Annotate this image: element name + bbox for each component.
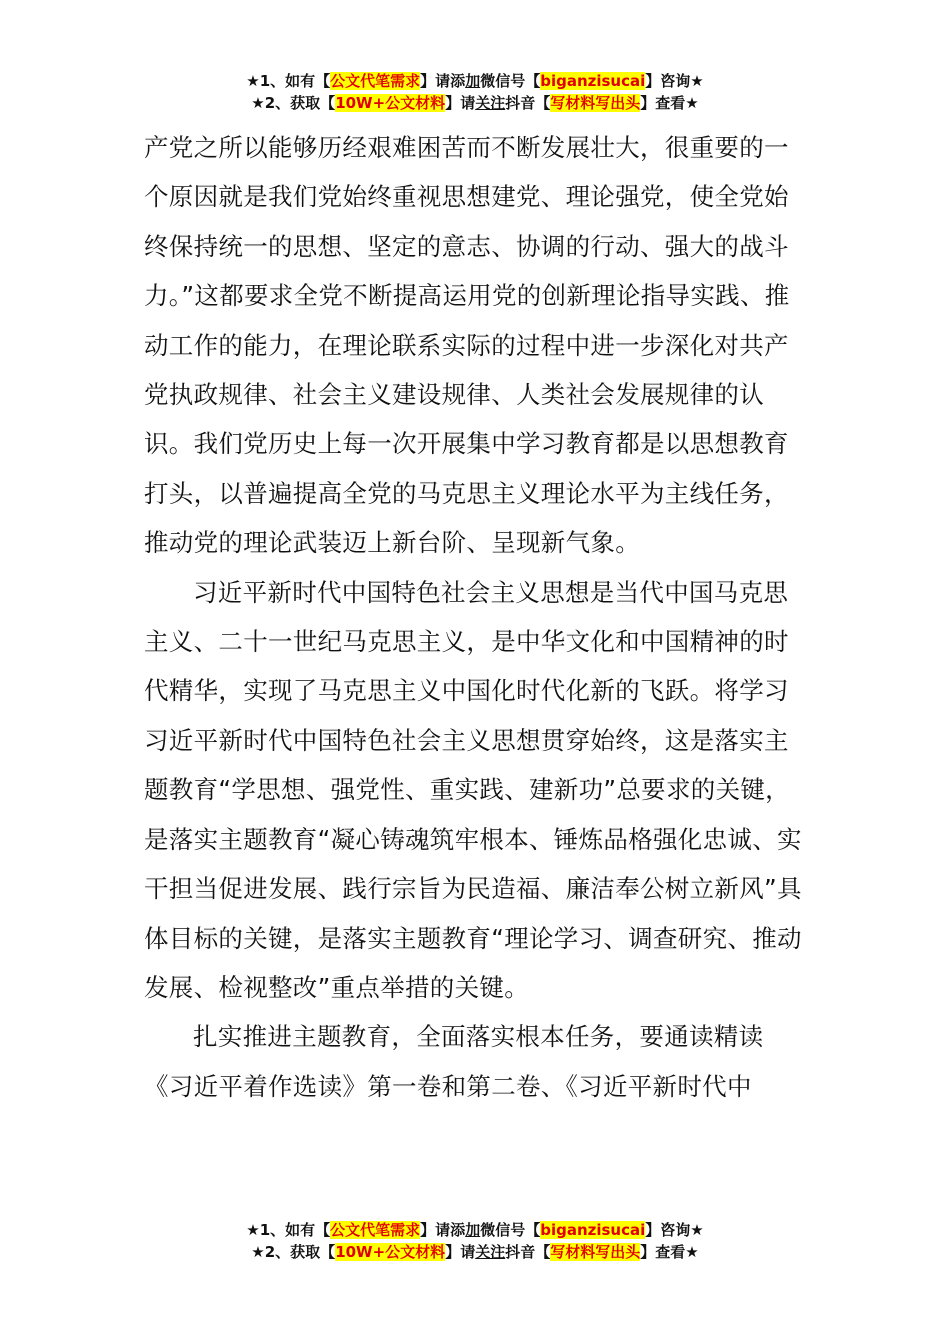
paragraph-3: 扎实推进主题教育，全面落实根本任务，要通读精读《习近平着作选读》第一卷和第二卷、《习近平新时代中 — [144, 1022, 764, 1101]
footer-banner — [0, 1219, 950, 1263]
paragraph-1: 产党之所以能够历经艰难困苦而不断发展壮大，很重要的一个原因就是我们党始终重视思想建党、理论强党，使全党始终保持统一的思想、坚定的意志、协调的行动、强大的战斗力。”这都要求全党不断提高运用党的创新理论指导实践、推动工作的能力，在理论联系实际的过程中进一步深化对共产党执政规律、社会主义建设规律、人类社会发展规律的认识。我们党历史上每一次开展集中学习教育都是以思想教育打头，以普遍提高全党的马克思主义理论水平为主线任务，推动党的理论武装迈上新台阶、呈现新气象。 — [144, 133, 790, 558]
document-body — [144, 123, 806, 1111]
highlight-materials: 10W+公文材料 — [335, 94, 446, 112]
highlight-service: 公文代笔需求 — [330, 1221, 421, 1239]
highlight-douyin-account: 写材料写出头 — [550, 94, 641, 112]
header-banner — [0, 70, 950, 114]
footer-line-2: ★2、获取【10W+公文材料】请关注抖音【写材料写出头】查看★ — [251, 1243, 699, 1261]
header-line-1: ★1、如有【公文代笔需求】请添加微信号【biganzisucai】咨询★ — [246, 72, 704, 90]
highlight-materials: 10W+公文材料 — [335, 1243, 446, 1261]
highlight-service: 公文代笔需求 — [330, 72, 421, 90]
paragraph-2: 习近平新时代中国特色社会主义思想是当代中国马克思主义、二十一世纪马克思主义，是中华文化和中国精神的时代精华，实现了马克思主义中国化时代化新的飞跃。将学习习近平新时代中国特色社会主义思想贯穿始终，这是落实主题教育“学思想、强党性、重实践、建新功”总要求的关键，是落实主题教育“凝心铸魂筑牢根本、锤炼品格强化忠诚、实干担当促进发展、践行宗旨为民造福、廉洁奉公树立新风”具体目标的关键，是落实主题教育“理论学习、调查研究、推动发展、检视整改”重点举措的关键。 — [144, 577, 802, 1002]
header-line-2: ★2、获取【10W+公文材料】请关注抖音【写材料写出头】查看★ — [251, 94, 699, 112]
footer-line-1: ★1、如有【公文代笔需求】请添加微信号【biganzisucai】咨询★ — [246, 1221, 704, 1239]
highlight-wechat-id: biganzisucai — [540, 72, 646, 90]
highlight-wechat-id: biganzisucai — [540, 1221, 646, 1239]
highlight-douyin-account: 写材料写出头 — [550, 1243, 641, 1261]
